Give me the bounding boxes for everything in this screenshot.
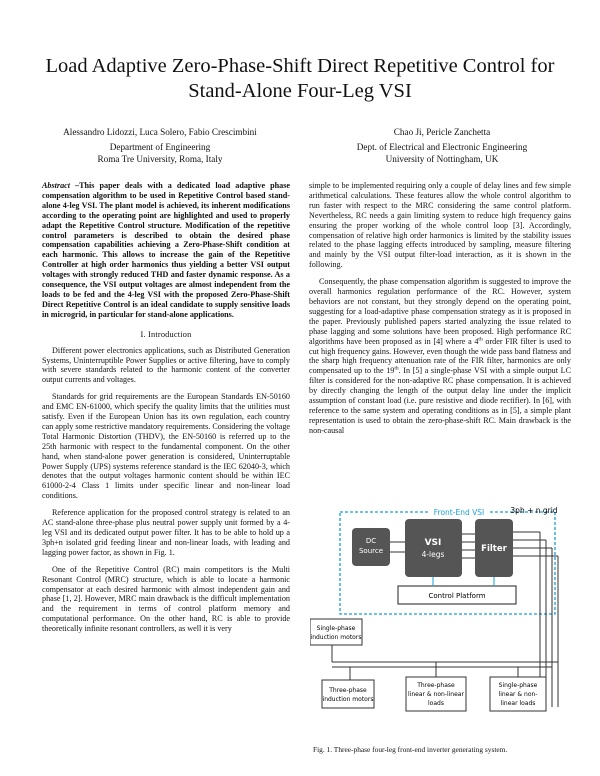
authors-left [60, 127, 260, 165]
filter-label: Filter [481, 544, 507, 554]
dc-source-label: DC [365, 537, 377, 545]
paragraph: One of the Repetitive Control (RC) main competitors is the Multi Resonant Control (MRC) structure, which is able to locate a harmonic compensator at each desired harmonic with almost independent gain and phase [1, 2]. However, MRC main drawback is the difficult implementation and the requirement in terms of control platform memory and computational performance. On the other hand, RC is able to provide theoretically infinite resonant controllers, as well it is very [42, 564, 290, 634]
paragraph: Different power electronics applications, such as Distributed Generation Systems, Uninterruptible Power Supplies or active filtering, have to comply with severe standards related to the harmonic content of the converter output currents and voltages. [42, 345, 290, 385]
abstract-text: –This paper deals with a dedicated load adaptive phase compensation algorithm to be used in Repetitive Control based stand-alone 4-leg VSI. The plant model is achieved, its inherent modifications according to the operating point are highlighted and used to properly adapt the Repetitive Control structure. Modification of the repetitive control parameters is described to obtain the desired phase compensation capabilities achieving a Zero-Phase-Shift condition at each harmonic. This allows to increase the gain of the Repetitive Controller at high order harmonics thus yielding a better VSI output voltages with strongly reduced THD and faster dynamic response. As a consequence, the VSI output voltages are almost independent from the loads to be fed and the 4-leg VSI with the proposed Zero-Phase-Shift Direct Repetitive Control is an ideal candidate to supply sensitive loads in microgrid, in particular for stand-alone applications. [42, 181, 290, 319]
author-inst-left: Roma Tre University, Roma, Italy [97, 153, 223, 164]
section-heading: I. Introduction [140, 329, 192, 339]
grid-label: 3ph + n grid [510, 506, 558, 515]
superscript: th [394, 365, 399, 372]
paragraph: Reference application for the proposed control strategy is related to an AC stand-alone three-phase plus neutral power supply unit formed by a 4-leg VSI and its dedicated output power filter. It has to be able to hold up a 3ph+n isolated grid feeding linear and non-linear loads, with leading and lagging power factor, as shown in Fig. 1. [42, 508, 290, 557]
paragraph-text: order FIR filter is used to cut high frequency gains. However, even though the wide pass band flatness and the sharp high frequency attenuation rate of the FIR filter, harmonics are only compensated up to the 19 [309, 336, 571, 376]
three-motors-label: induction motors [322, 696, 374, 703]
author-names-right: Chao Ji, Pericle Zanchetta [393, 127, 491, 137]
paragraph-text: . In [5] a single-phase VSI with a simple output LC filter is considered for the non-adaptive RC phase compensation. It is achieved by directly changing the length of the output delay line under the implicit assumption of constant load (i.e. pure resistive and diode rectifier). In [6], with reference to the same system and operating conditions as in [5], a simple plant representation is used to obtain the zero-phase-shift RC. Main drawback is the non-causal [309, 366, 571, 435]
single-loads-label: linear & non- [498, 691, 538, 698]
right-column [309, 181, 571, 443]
vsi-label: 4-legs [421, 550, 445, 559]
paragraph-text: Consequently, the phase compensation algorithm is suggested to improve the overall harmonics regulation performance of the RC. However, system behaviors are not constant, but they strongly depend on the operating point, suggesting for a load-adaptive phase compensation strategy as it is proposed in the paper. Previously published papers started analyzing the issue related to phase lagging and some solutions have been proposed. High performance RC algorithms have been proposed as in [4] where a 4 [309, 277, 571, 346]
three-motors-label: Three-phase [329, 687, 367, 694]
abstract [42, 181, 290, 320]
figure-caption: Fig. 1. Three-phase four-leg front-end inverter generating system. [313, 745, 508, 754]
author-dept-right: Dept. of Electrical and Electronic Engineering [356, 142, 528, 153]
load-feeder-lines [332, 645, 558, 680]
single-phase-motors-box [310, 619, 362, 645]
control-platform-label: Control Platform [428, 592, 486, 600]
single-loads-label: Single-phase [498, 682, 538, 689]
single-motors-label: induction motors [310, 634, 362, 641]
three-loads-label: linear & non-linear [408, 691, 464, 698]
control-signal-lines [433, 577, 494, 586]
three-phase-motors-box [322, 680, 374, 708]
paper-title: Load Adaptive Zero-Phase-Shift Direct Repetitive Control for Stand-Alone Four-Leg VSI [45, 55, 555, 102]
paragraph [309, 277, 571, 436]
paragraph: Standards for grid requirements are the European Standards EN-50160 and EMC EN-61000, which specify the quality limits that the utilities must satisfy. Even if the European Union has its own regulation, each country can apply some restrictive mandatory requirements. Considering the voltage Total Harmonic Distortion (THDV), the EN-50160 is referred up to the 25th harmonic with respect to the fundamental component. On the other hand, when stand-alone power generation is considered, Uninterruptable Power Supply (UPS) systems reference standard is the IEC 62040-3, which denotes that the output voltages harmonic content should be within IEC 61000-2-4 Class 1 limits under specific linear and non-linear load conditions. [42, 392, 290, 501]
left-column [42, 181, 290, 641]
superscript: th [478, 335, 483, 342]
author-inst-right: University of Nottingham, UK [385, 153, 499, 164]
frontend-label: Front-End VSI [433, 508, 485, 517]
three-loads-label: Three-phase [417, 682, 455, 689]
vsi-label: VSI [424, 538, 442, 548]
vsi-box [405, 519, 462, 577]
single-loads-label: linear loads [500, 700, 536, 707]
author-names-left: Alessandro Lidozzi, Luca Solero, Fabio Crescimbini [63, 127, 257, 137]
author-dept-left: Department of Engineering [109, 142, 211, 153]
authors-right [322, 127, 562, 165]
dc-source-label: Source [358, 547, 384, 555]
figure-1 [310, 502, 568, 732]
single-motors-label: Single-phase [316, 625, 356, 632]
paragraph: simple to be implemented requiring only a couple of delay lines and few simple arithmetical calculations. These features allow the whole control algorithm to run faster with respect to the MRC considering the same control platform. Nevertheless, RC needs a gain limiting system to reduce high frequency gains ensuring the proper working of the whole control loop [3]. Accordingly, compensation of relative high order harmonics is limited by the stability issues related to the phase lagging effects introduced by sampling, measure filtering and mainly by the VSI output filter-load interaction, as it is shown in the following. [309, 181, 571, 270]
three-loads-label: loads [428, 700, 444, 707]
abstract-label: Abstract [42, 181, 70, 190]
